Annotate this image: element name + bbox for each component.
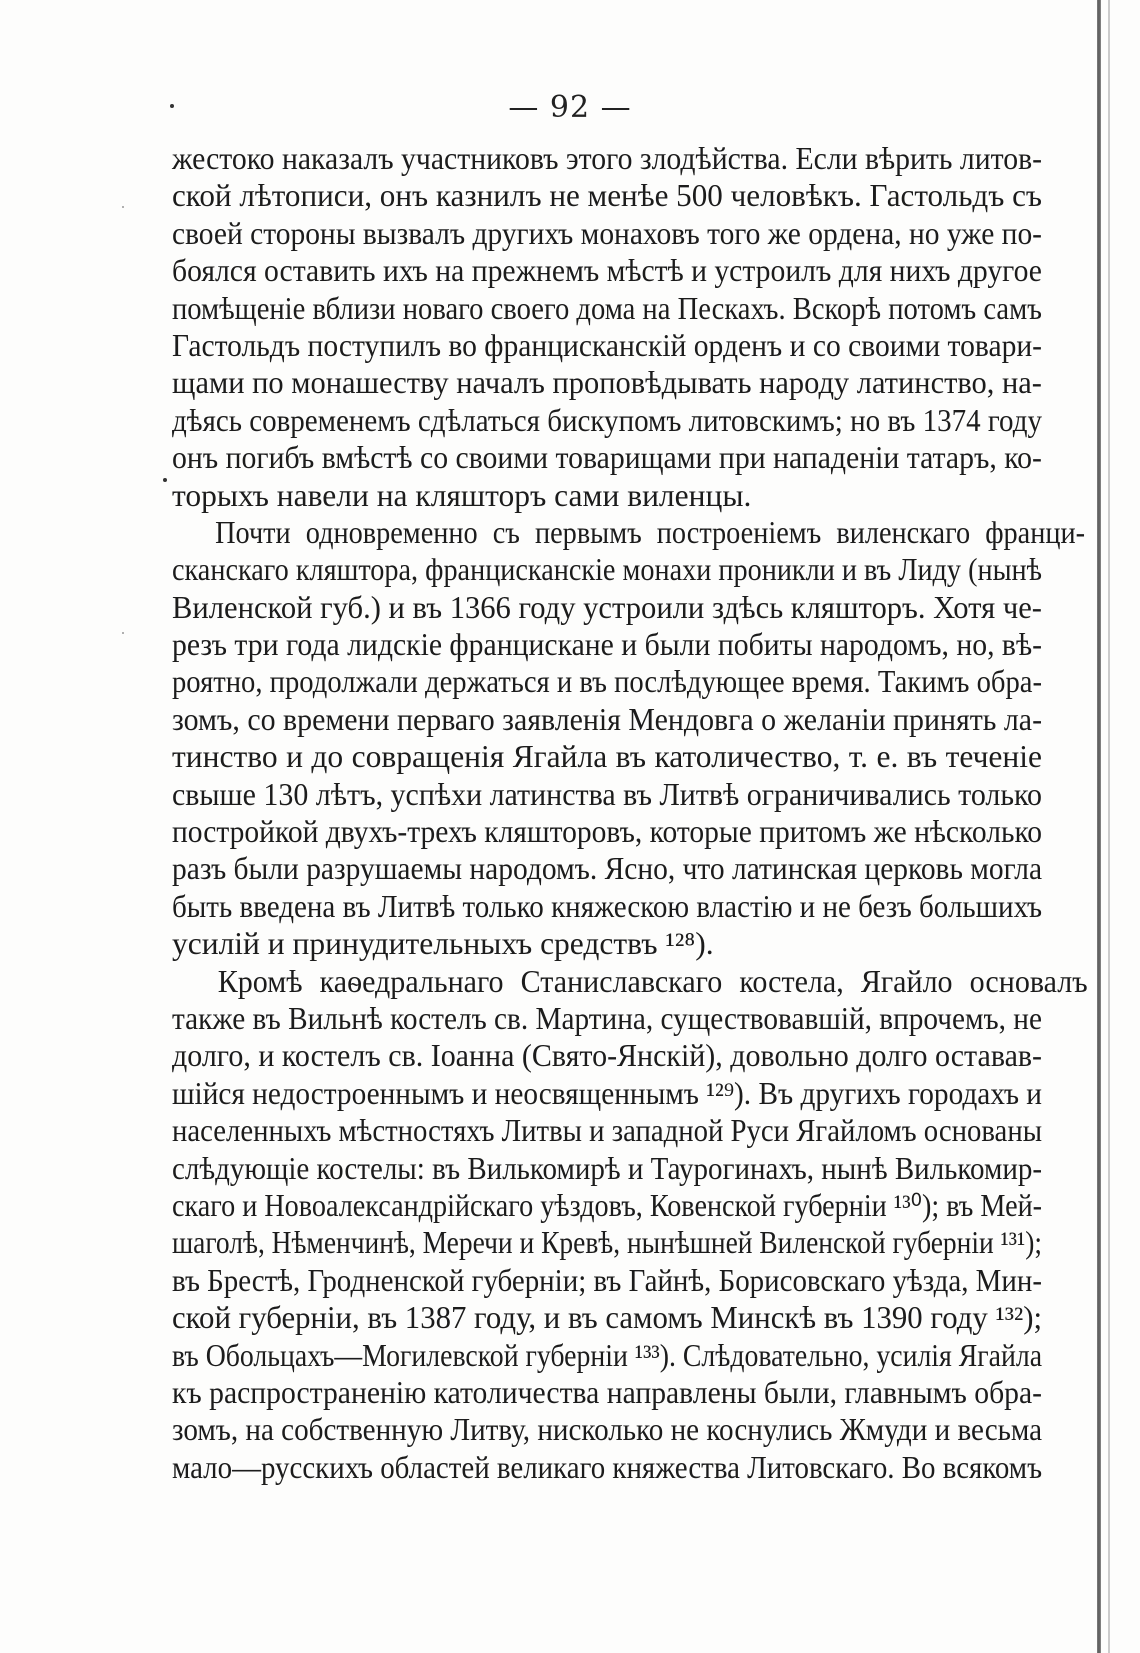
text-line: также въ Вильнѣ костелъ св. Мартина, существовавшій, впрочемъ, не: [172, 1000, 1042, 1036]
text-line: щами по монашеству началъ проповѣдывать народу латинство, на-: [172, 365, 1042, 401]
text-line: долго, и костелъ св. Іоанна (Свято-Янскій), довольно долго оставав-: [172, 1038, 1043, 1074]
page-number: — 92 —: [508, 90, 632, 125]
text-line: быть введена въ Литвѣ только княжескою властію и не безъ большихъ: [172, 888, 1043, 924]
text-line: усилій и принудительныхъ средствъ ¹²⁸).: [172, 926, 714, 962]
text-line: торыхъ навели на кляшторъ сами виленцы.: [172, 477, 752, 513]
text-line: зомъ, со времени перваго заявленія Мендовга о желаніи принять ла-: [172, 701, 1043, 737]
print-speck: [122, 632, 124, 634]
text-line: тинство и до совращенія Ягайла въ католичество, т. е. въ теченіе: [172, 739, 1042, 775]
text-line: ской губерніи, въ 1387 году, и въ самомъ Минскѣ въ 1390 году ¹³²);: [172, 1300, 1042, 1336]
text-line: дѣясь современемъ сдѣлаться бискупомъ литовскимъ; но въ 1374 году: [172, 402, 1042, 438]
page-binding-edge-shadow: [1108, 0, 1110, 1653]
print-speck: [122, 206, 124, 208]
text-line: населенныхъ мѣстностяхъ Литвы и западной Руси Ягайломъ основаны: [172, 1113, 1043, 1149]
text-line: Кромѣ каѳедральнаго Станиславскаго костела, Ягайло основалъ: [217, 963, 1088, 999]
text-line: разъ были разрушаемы народомъ. Ясно, что латинская церковь могла: [172, 851, 1043, 887]
text-line: шійся недостроеннымъ и неосвященнымъ ¹²⁹). Въ другихъ городахъ и: [172, 1075, 1042, 1111]
text-line: Гастольдъ поступилъ во францисканскій орденъ и со своими товари-: [172, 327, 1043, 363]
text-line: ской лѣтописи, онъ казнилъ не менѣе 500 человѣкъ. Гастольдъ съ: [172, 178, 1042, 214]
text-line: боялся оставить ихъ на прежнемъ мѣстѣ и устроилъ для нихъ другое: [172, 253, 1042, 289]
text-line: помѣщеніе вблизи новаго своего дома на Пескахъ. Вскорѣ потомъ самъ: [172, 290, 1042, 326]
text-line: зомъ, на собственную Литву, нисколько не коснулись Жмуди и весьма: [172, 1412, 1043, 1448]
text-line: свыше 130 лѣтъ, успѣхи латинства въ Литвѣ ограничивались только: [172, 776, 1043, 812]
text-line: слѣдующіе костелы: въ Вилькомирѣ и Таурогинахъ, нынѣ Вилькомир-: [172, 1150, 1043, 1186]
body-text: [172, 140, 1088, 1486]
text-line: Виленской губ.) и въ 1366 году устроили здѣсь кляшторъ. Хотя че-: [172, 589, 1042, 625]
text-line: постройкой двухъ-трехъ кляшторовъ, которые притомъ же нѣсколько: [172, 814, 1043, 850]
page-binding-edge: [1097, 0, 1101, 1653]
text-line: своей стороны вызвалъ другихъ монаховъ того же ордена, но уже по-: [172, 215, 1043, 251]
text-line: въ Брестѣ, Гродненской губерніи; въ Гайнѣ, Борисовскаго уѣзда, Мин-: [172, 1262, 1043, 1298]
text-line: Почти одновременно съ первымъ построеніемъ виленскаго франци-: [215, 514, 1086, 550]
text-line: резъ три года лидскіе францискане и были побиты народомъ, но, вѣ-: [172, 627, 1042, 663]
text-line: скаго и Новоалександрійскаго уѣздовъ, Ковенской губерніи ¹³⁰); въ Мей-: [172, 1187, 1043, 1223]
text-line: роятно, продолжали держаться и въ послѣдующее время. Такимъ обра-: [172, 664, 1043, 700]
text-line: къ распространенію католичества направлены были, главнымъ обра-: [172, 1374, 1043, 1410]
text-line: шаголѣ, Нѣменчинѣ, Меречи и Кревѣ, нынѣшней Виленской губерніи ¹³¹);: [172, 1225, 1043, 1261]
print-speck: [163, 478, 167, 482]
text-line: онъ погибъ вмѣстѣ со своими товарищами при нападеніи татаръ, ко-: [172, 440, 1042, 476]
text-line: въ Обольцахъ—Могилевской губерніи ¹³³). Слѣдовательно, усилія Ягайла: [172, 1337, 1043, 1373]
text-line: жестоко наказалъ участниковъ этого злодѣйства. Если вѣрить литов-: [172, 141, 1043, 176]
text-line: мало—русскихъ областей великаго княжества Литовскаго. Во всякомъ: [172, 1449, 1043, 1485]
text-line: сканскаго кляштора, францисканскіе монахи проникли и въ Лиду (нынѣ: [172, 552, 1042, 588]
